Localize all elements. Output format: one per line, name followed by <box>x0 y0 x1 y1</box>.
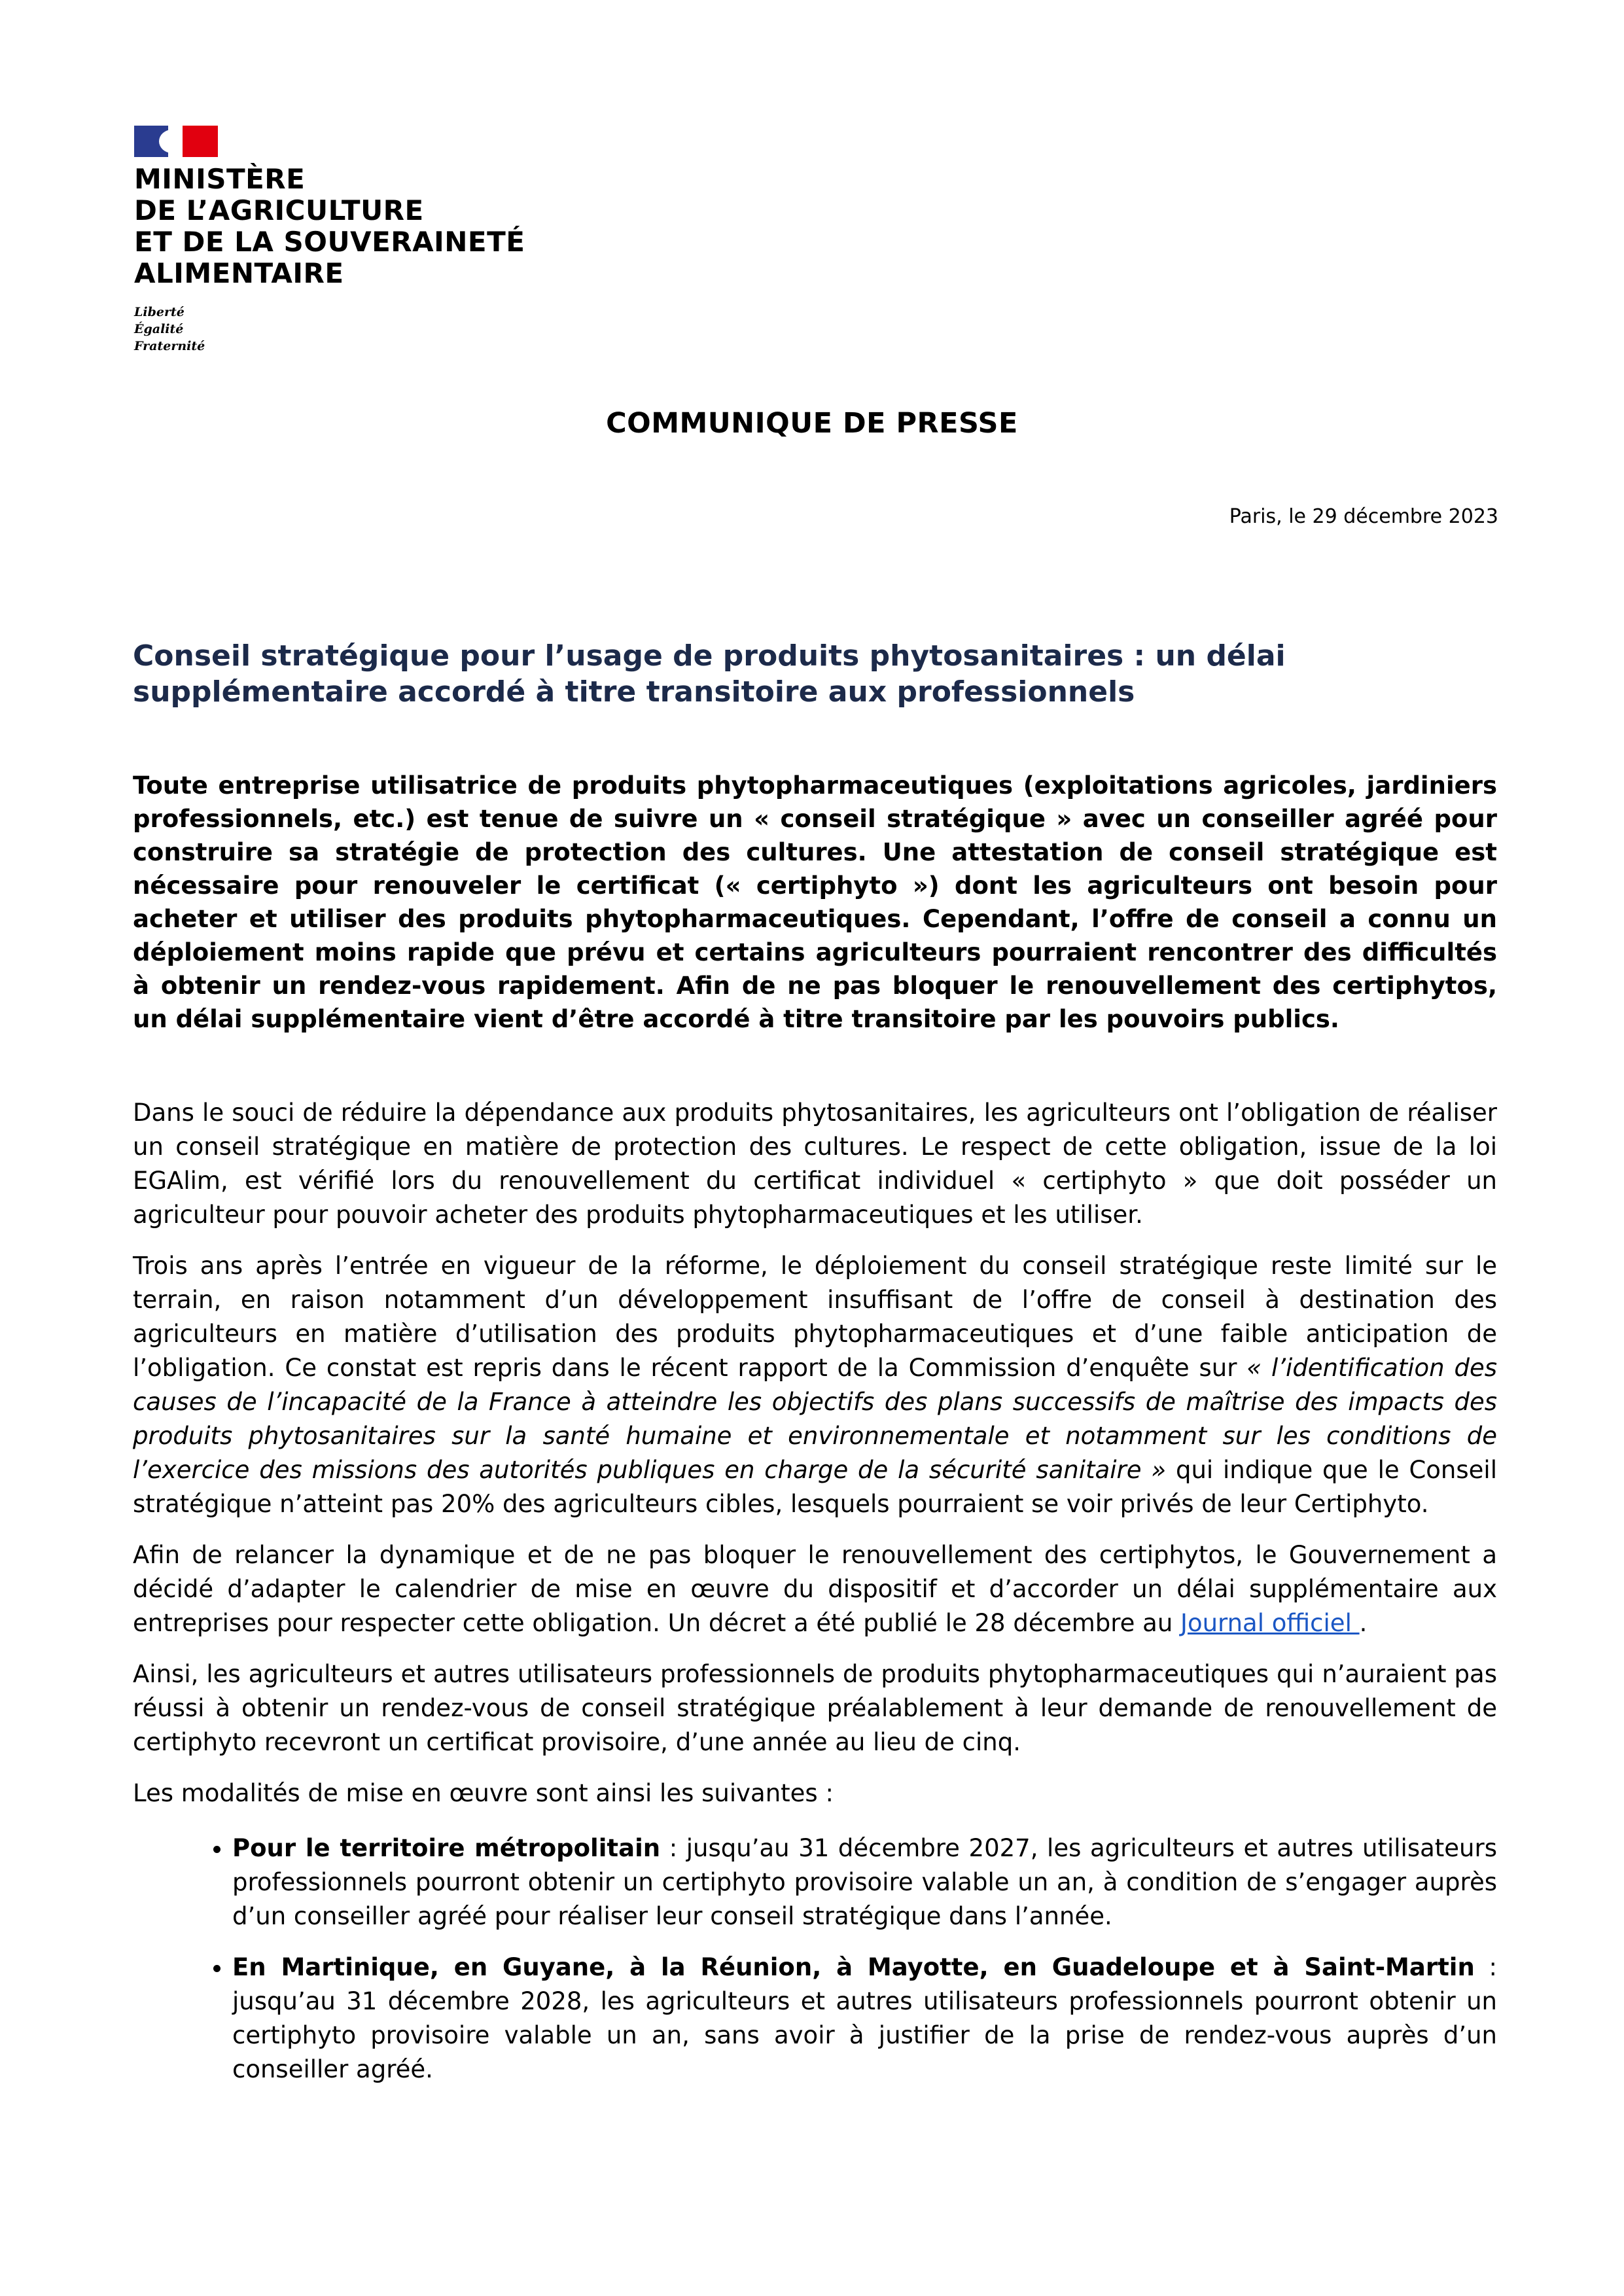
press-release-body <box>133 769 1497 2104</box>
paragraph-1: Dans le souci de réduire la dépendance aux produits phytosanitaires, les agriculteurs ont l’obligation de réaliser un conseil stratégique en matière de protection des cultures. Le respect de cette obligation, issue de la loi EGAlim, est vérifié lors du renouvellement du certificat individuel « certiphyto » que doit posséder un agriculteur pour pouvoir acheter des produits phytopharmaceutiques et les utiliser. <box>133 1099 1497 1229</box>
marianne-flag-icon <box>134 126 218 157</box>
paragraph-5: Les modalités de mise en œuvre sont ainsi les suivantes : <box>133 1779 834 1807</box>
date-line: Paris, le 29 décembre 2023 <box>1229 505 1498 528</box>
list-item: • Pour le territoire métropolitain : jusqu’au 31 décembre 2027, les agriculteurs et autres utilisateurs professionnels pourront obtenir un certiphyto provisoire valable un an, à condition de s’engager auprès d’un conseiller agréé pour réaliser leur conseil stratégique dans l’année. <box>232 1831 1497 1934</box>
paragraph-4: Ainsi, les agriculteurs et autres utilisateurs professionnels de produits phytopharmaceutiques qui n’auraient pas réussi à obtenir un rendez-vous de conseil stratégique préalablement à leur demande de renouvellement de certiphyto recevront un certificat provisoire, d’une année au lieu de cinq. <box>133 1660 1497 1756</box>
commission-quote: « l’identification des causes de l’incapacité de la France à atteindre les objectifs des plans successifs de maîtrise des impacts des produits phytosanitaires sur la santé humaine et environnementale et notamment sur les conditions de l’exercice des missions des autorités publiques en charge de la sécurité sanitaire » <box>133 1354 1497 1484</box>
document-type: COMMUNIQUE DE PRESSE <box>606 407 1018 440</box>
ministry-name: MINISTÈRE DE L’AGRICULTURE ET DE LA SOUVERAINETÉ ALIMENTAIRE <box>134 163 525 289</box>
list-item: • En Martinique, en Guyane, à la Réunion, à Mayotte, en Guadeloupe et à Saint-Martin : jusqu’au 31 décembre 2028, les agriculteurs et autres utilisateurs professionnels pourront obtenir un certiphyto provisoire valable un an, sans avoir à justifier de la prise de rendez-vous auprès d’un conseiller agréé. <box>232 1951 1497 2087</box>
paragraph-3: Afin de relancer la dynamique et de ne pas bloquer le renouvellement des certiphytos, le Gouvernement a décidé d’adapter le calendrier de mise en œuvre du dispositif et d’accorder un délai supplémentaire aux entreprises pour respecter cette obligation. Un décret a été publié le 28 décembre au Journal officiel . <box>133 1541 1497 1637</box>
lead-paragraph: Toute entreprise utilisatrice de produits phytopharmaceutiques (exploitations agricoles, jardiniers professionnels, etc.) est tenue de suivre un « conseil stratégique » avec un conseiller agréé pour construire sa stratégie de protection des cultures. Une attestation de conseil stratégique est nécessaire pour renouveler le certificat (« certiphyto ») dont les agriculteurs ont besoin pour acheter et utiliser des produits phytopharmaceutiques. Cependant, l’offre de conseil a connu un déploiement moins rapide que prévu et certains agriculteurs pourraient rencontrer des difficultés à obtenir un rendez-vous rapidement. Afin de ne pas bloquer le renouvellement des certiphytos, un délai supplémentaire vient d’être accordé à titre transitoire par les pouvoirs publics. <box>133 771 1497 1033</box>
ministry-logo <box>134 126 525 355</box>
modalities-list <box>133 1831 1497 2087</box>
paragraph-2: Trois ans après l’entrée en vigueur de la réforme, le déploiement du conseil stratégique reste limité sur le terrain, en raison notamment d’un développement insuffisant de l’offre de conseil à destination des agriculteurs en matière d’utilisation des produits phytopharmaceutiques et d’une faible anticipation de l’obligation. Ce constat est repris dans le récent rapport de la Commission d’enquête sur « l’identification des causes de l’incapacité de la France à atteindre les objectifs des plans successifs de maîtrise des impacts des produits phytosanitaires sur la santé humaine et environnementale et notamment sur les conditions de l’exercice des missions des autorités publiques en charge de la sécurité sanitaire » qui indique que le Conseil stratégique n’atteint pas 20% des agriculteurs cibles, lesquels pourraient se voir privés de leur Certiphyto. <box>133 1252 1497 1518</box>
republic-motto: Liberté Égalité Fraternité <box>134 305 205 353</box>
journal-officiel-link[interactable]: Journal officiel <box>1180 1609 1360 1637</box>
press-release-title: Conseil stratégique pour l’usage de produits phytosanitaires : un délai supplémentaire accordé à titre transitoire aux professionnels <box>133 639 1286 709</box>
